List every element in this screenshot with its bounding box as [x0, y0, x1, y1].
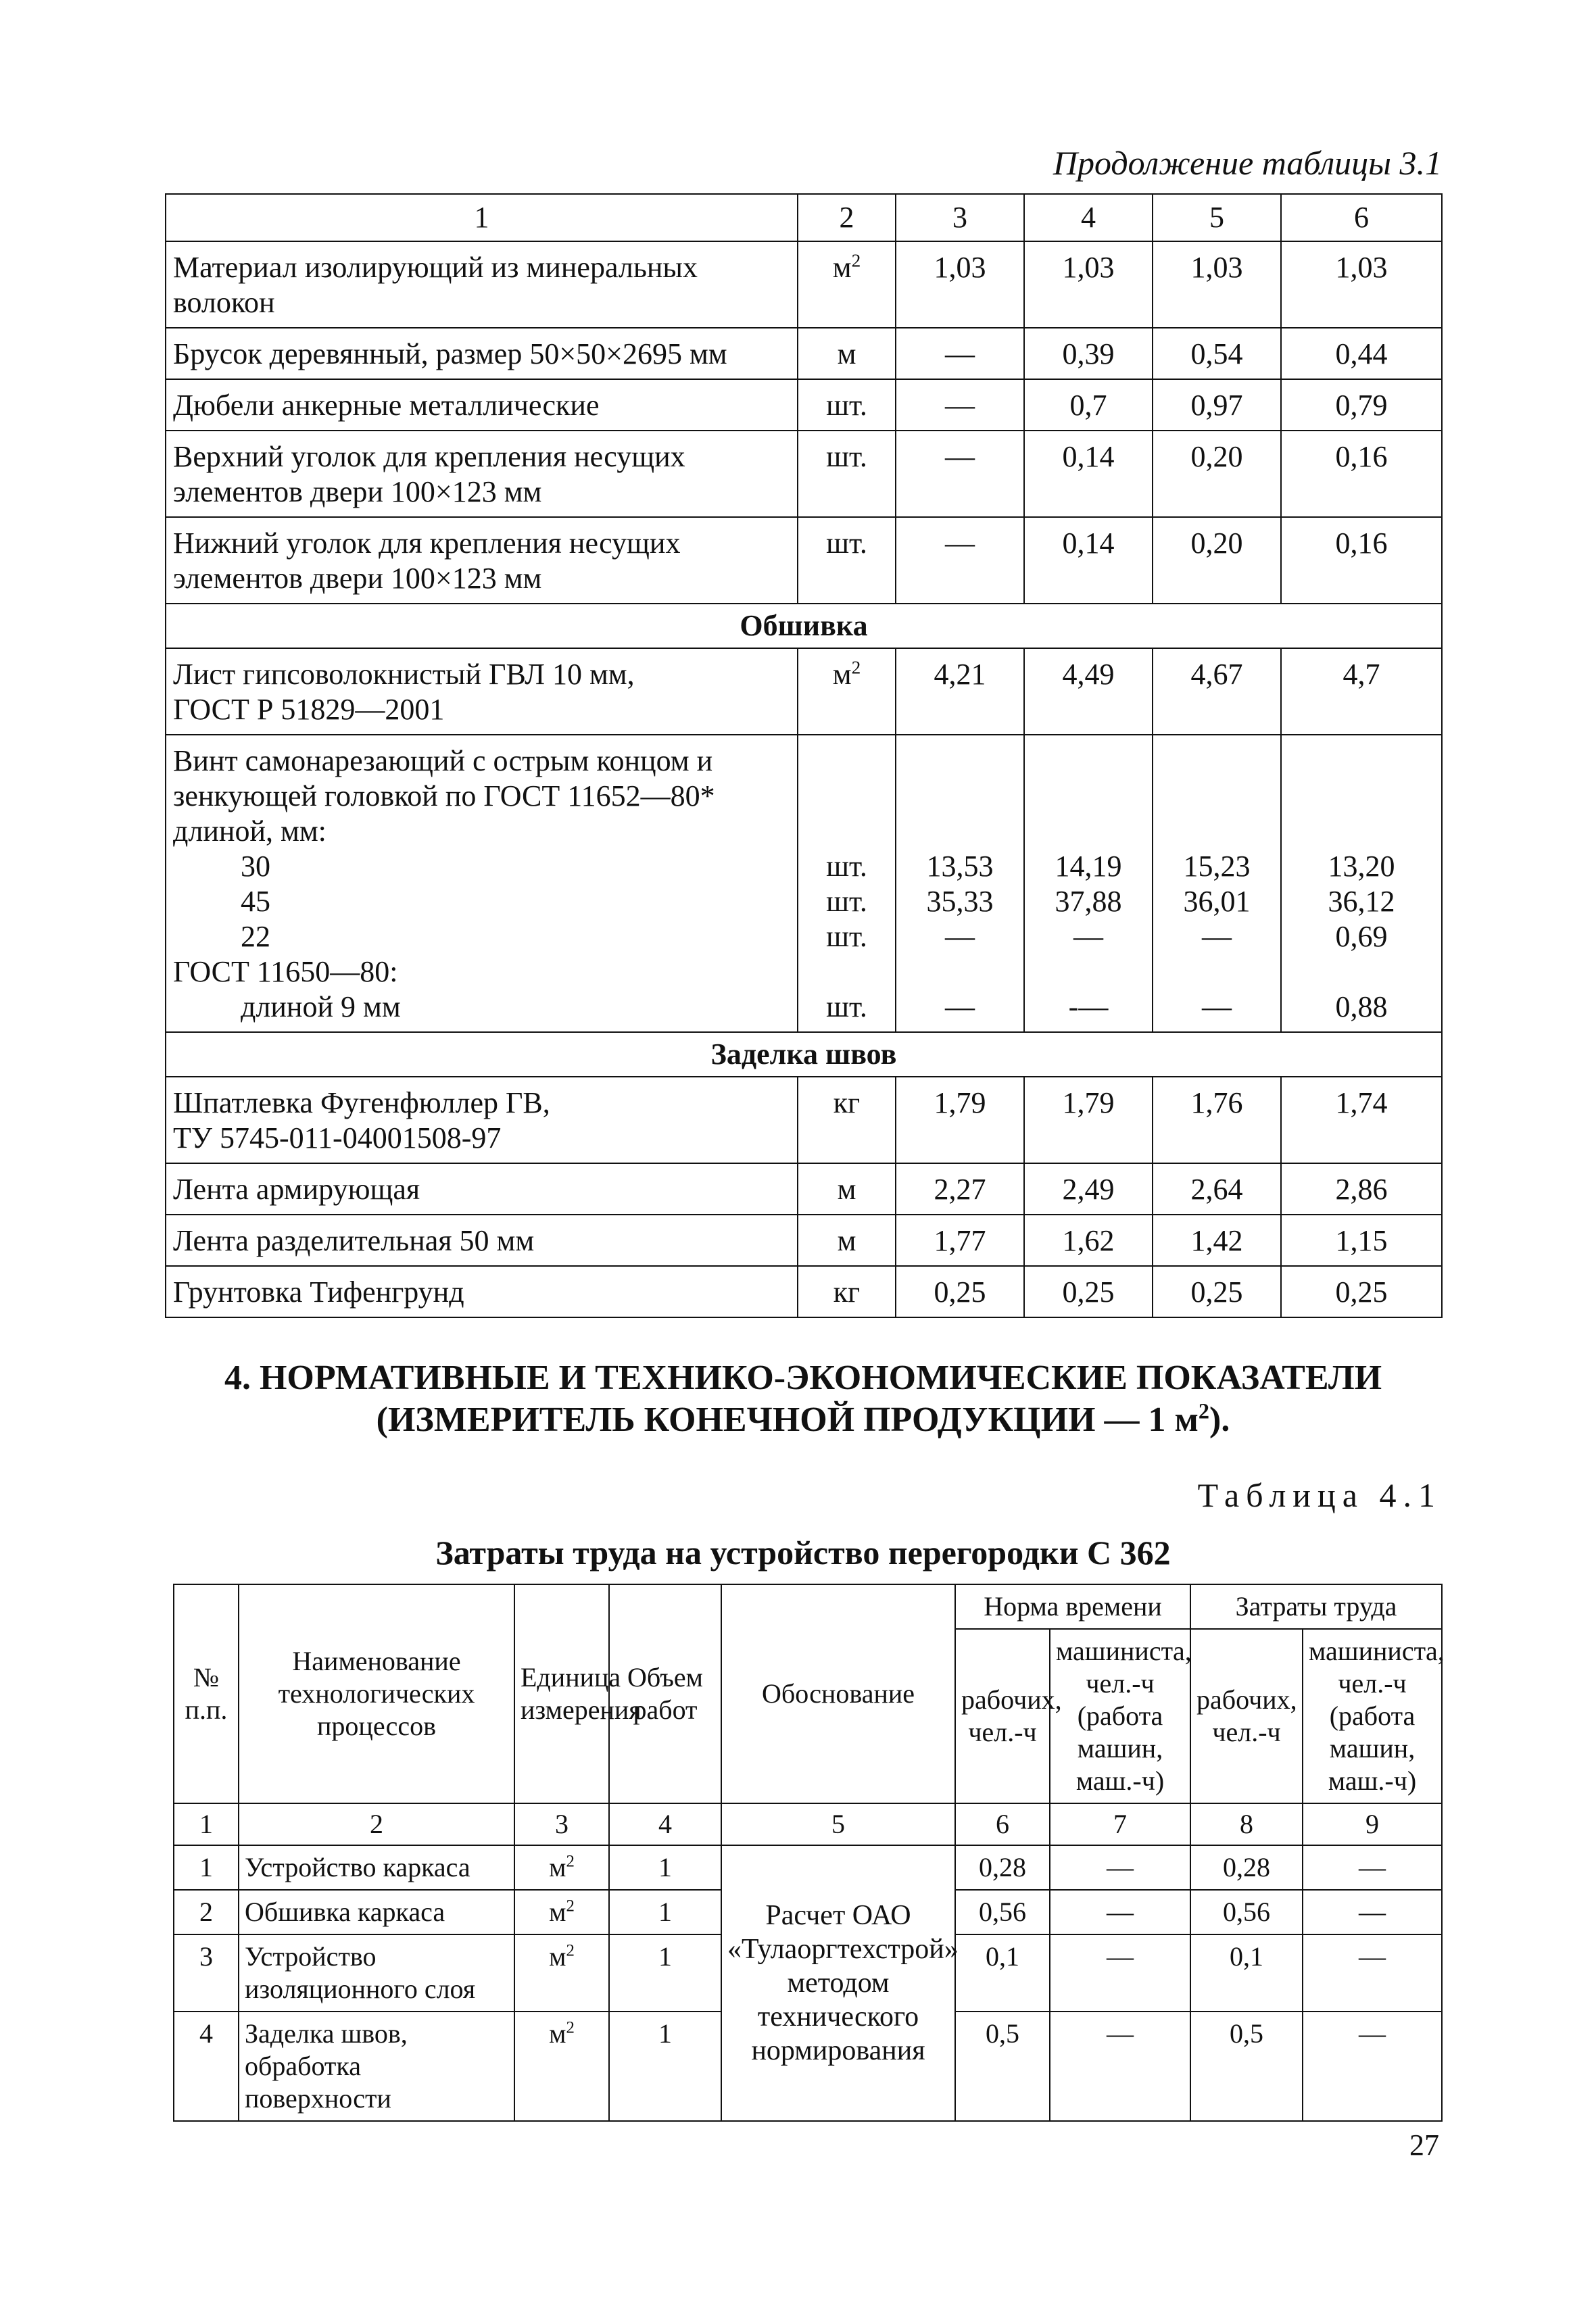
- value-cell: —: [1050, 2012, 1190, 2121]
- value-cell: 0,5: [955, 2012, 1050, 2121]
- value-cell: 0,56: [1190, 1890, 1303, 1934]
- volume-cell: 1: [609, 1845, 721, 1890]
- value-cell: 0,44: [1281, 328, 1442, 379]
- header-cell: 6: [1281, 194, 1442, 241]
- value-cell: —: [896, 379, 1024, 431]
- value-cell: 0,25: [1153, 1266, 1281, 1317]
- value-cell: 0,5: [1190, 2012, 1303, 2121]
- value-cell: 0,25: [896, 1266, 1024, 1317]
- value-cell: —: [1303, 1890, 1442, 1934]
- unit-cell: $м^2$: [798, 241, 896, 328]
- column-number: 6: [955, 1803, 1050, 1845]
- page-number: 27: [1409, 2128, 1439, 2162]
- table-header-row: [166, 194, 1442, 241]
- value-cell: 1,42: [1153, 1215, 1281, 1266]
- value-cell: 1,03: [1153, 241, 1281, 328]
- header-cell: 2: [798, 194, 896, 241]
- row-num: 4: [174, 2012, 239, 2121]
- column-number: 5: [721, 1803, 955, 1845]
- table-row: [166, 1266, 1442, 1317]
- unit-cell: кг: [798, 1077, 896, 1163]
- value-cell: 0,79: [1281, 379, 1442, 431]
- column-number: 8: [1190, 1803, 1303, 1845]
- value-cell: 2,27: [896, 1163, 1024, 1215]
- value-cell: 0,25: [1281, 1266, 1442, 1317]
- value-cell: 0,56: [955, 1890, 1050, 1934]
- material-name: Нижний уголок для крепления несущих элементов двери 100×123 мм: [166, 517, 798, 604]
- process-name: Обшивка каркаса: [239, 1890, 514, 1934]
- value-cell: 0,97: [1153, 379, 1281, 431]
- column-number: 2: [239, 1803, 514, 1845]
- value-cell: 1,03: [1024, 241, 1153, 328]
- value-cell: —: [1303, 1845, 1442, 1890]
- value-cell: 0,1: [955, 1934, 1050, 2012]
- value-cell: 2,49: [1024, 1163, 1153, 1215]
- labor-costs-table: [173, 1584, 1443, 2122]
- column-number: 3: [514, 1803, 609, 1845]
- value-cell: 0,14: [1024, 431, 1153, 517]
- row-num: 2: [174, 1890, 239, 1934]
- table-row: [166, 1163, 1442, 1215]
- unit-cell: $м^2$: [514, 1934, 609, 2012]
- value-cell: 0,14: [1024, 517, 1153, 604]
- header-machinists: машинистa, чел.-ч (работа машин, маш.-ч): [1050, 1629, 1190, 1803]
- value-cell: —: [1303, 2012, 1442, 2121]
- value-cell: 2,86: [1281, 1163, 1442, 1215]
- value-cell: —: [896, 328, 1024, 379]
- material-name: Дюбели анкерные металлические: [166, 379, 798, 431]
- table-row: [166, 328, 1442, 379]
- basis-cell: Расчет ОАО «Тулаоргтехстрой» методом технического нормирования: [721, 1845, 955, 2121]
- section-row: [166, 1032, 1442, 1077]
- value-cell: 4,67: [1153, 648, 1281, 735]
- value-cell: 0,7: [1024, 379, 1153, 431]
- section-row: [166, 604, 1442, 648]
- material-name: Верхний уголок для крепления несущих элементов двери 100×123 мм: [166, 431, 798, 517]
- material-name: Грунтовка Тифенгрунд: [166, 1266, 798, 1317]
- unit-cell: кг: [798, 1266, 896, 1317]
- unit-cell: шт.: [798, 431, 896, 517]
- unit-cell: м: [798, 1163, 896, 1215]
- value-cell: —: [1303, 1934, 1442, 2012]
- value-cell: 0,20: [1153, 517, 1281, 604]
- value-cell: 1,03: [1281, 241, 1442, 328]
- value-cell: —: [1050, 1934, 1190, 2012]
- value-cell: 0,28: [955, 1845, 1050, 1890]
- table-row: [166, 1077, 1442, 1163]
- column-numbers-row: [174, 1803, 1442, 1845]
- value-cell: 0,39: [1024, 328, 1153, 379]
- value-cell: 4,49: [1024, 648, 1153, 735]
- material-name: Лист гипсоволокнистый ГВЛ 10 мм, ГОСТ Р 51829—2001: [166, 648, 798, 735]
- unit-cell: шт.: [798, 379, 896, 431]
- value-cell: 2,64: [1153, 1163, 1281, 1215]
- material-name: Материал изолирующий из минеральных волокон: [166, 241, 798, 328]
- value-cell: 4,7: [1281, 648, 1442, 735]
- unit-cell: м: [798, 328, 896, 379]
- table-row: [166, 1215, 1442, 1266]
- volume-cell: 1: [609, 1934, 721, 2012]
- row-num: 3: [174, 1934, 239, 2012]
- materials-table: [165, 193, 1443, 1318]
- table-row: [166, 735, 1442, 1032]
- value-cell: 0,16: [1281, 431, 1442, 517]
- header-cell: 3: [896, 194, 1024, 241]
- value-cell: —: [1050, 1890, 1190, 1934]
- header-cell: 4: [1024, 194, 1153, 241]
- process-name: Устройство каркаса: [239, 1845, 514, 1890]
- table-row: [166, 241, 1442, 328]
- unit-cell: $м^2$: [514, 1890, 609, 1934]
- value-cell: 13,20 36,12 0,69 0,88: [1281, 735, 1442, 1032]
- unit-cell: $м^2$: [514, 1845, 609, 1890]
- unit-cell: $м^2$: [798, 648, 896, 735]
- material-name: Лента армирующая: [166, 1163, 798, 1215]
- header-name: Наименование технологических процессов: [239, 1584, 514, 1803]
- unit-cell: шт. шт. шт. шт.: [798, 735, 896, 1032]
- value-cell: 13,53 35,33 — —: [896, 735, 1024, 1032]
- header-cell: 5: [1153, 194, 1281, 241]
- value-cell: 1,74: [1281, 1077, 1442, 1163]
- value-cell: 1,79: [1024, 1077, 1153, 1163]
- header-basis: Обоснование: [721, 1584, 955, 1803]
- section-heading: 4. НОРМАТИВНЫЕ И ТЕХНИКО-ЭКОНОМИЧЕСКИЕ ПОКАЗАТЕЛИ (ИЗМЕРИТЕЛЬ КОНЕЧНОЙ ПРОДУКЦИИ — 1 $м^2$).: [224, 1359, 1382, 1439]
- row-num: 1: [174, 1845, 239, 1890]
- value-cell: 0,25: [1024, 1266, 1153, 1317]
- value-cell: 1,79: [896, 1077, 1024, 1163]
- value-cell: 4,21: [896, 648, 1024, 735]
- table-row: [166, 648, 1442, 735]
- column-number: 4: [609, 1803, 721, 1845]
- unit-cell: шт.: [798, 517, 896, 604]
- value-cell: 15,23 36,01 — —: [1153, 735, 1281, 1032]
- header-machinists: машинистa, чел.-ч (работа машин, маш.-ч): [1303, 1629, 1442, 1803]
- value-cell: —: [1050, 1845, 1190, 1890]
- value-cell: 1,03: [896, 241, 1024, 328]
- section-title: Обшивка: [166, 604, 1442, 648]
- material-name: Шпатлевка Фугенфюллер ГВ, ТУ 5745-011-04001508-97: [166, 1077, 798, 1163]
- header-volume: Объем работ: [609, 1584, 721, 1803]
- value-cell: 0,16: [1281, 517, 1442, 604]
- column-number: 9: [1303, 1803, 1442, 1845]
- header-unit: Единица измерения: [514, 1584, 609, 1803]
- value-cell: —: [896, 431, 1024, 517]
- table-title: Затраты труда на устройство перегородки С 362: [435, 1534, 1171, 1571]
- value-cell: 1,62: [1024, 1215, 1153, 1266]
- table-row: [166, 379, 1442, 431]
- value-cell: 1,77: [896, 1215, 1024, 1266]
- table-row: [174, 1845, 1442, 1890]
- material-name: Винт самонарезающий с острым концом и зенкующей головкой по ГОСТ 11652—80* длиной, мм: 30 45 22 ГОСТ 11650—80: длиной 9 мм: [166, 735, 798, 1032]
- unit-cell: $м^2$: [514, 2012, 609, 2121]
- value-cell: 0,1: [1190, 1934, 1303, 2012]
- value-cell: 1,15: [1281, 1215, 1442, 1266]
- continuation-caption: Продолжение таблицы 3.1: [1053, 144, 1442, 182]
- table-label: Таблица 4.1: [1197, 1476, 1442, 1514]
- value-cell: 0,28: [1190, 1845, 1303, 1890]
- header-cost: Затраты труда: [1190, 1584, 1442, 1629]
- section-title: Заделка швов: [166, 1032, 1442, 1077]
- column-number: 1: [174, 1803, 239, 1845]
- process-name: Устройство изоляционного слоя: [239, 1934, 514, 2012]
- value-cell: —: [896, 517, 1024, 604]
- volume-cell: 1: [609, 1890, 721, 1934]
- material-name: Лента разделительная 50 мм: [166, 1215, 798, 1266]
- value-cell: 0,54: [1153, 328, 1281, 379]
- table-header-row: [174, 1584, 1442, 1629]
- header-workers: рабочих, чел.-ч: [955, 1629, 1050, 1803]
- header-cell: 1: [166, 194, 798, 241]
- material-name: Брусок деревянный, размер 50×50×2695 мм: [166, 328, 798, 379]
- unit-cell: м: [798, 1215, 896, 1266]
- header-norm: Норма времени: [955, 1584, 1190, 1629]
- header-num: № п.п.: [174, 1584, 239, 1803]
- table-row: [166, 517, 1442, 604]
- value-cell: 1,76: [1153, 1077, 1281, 1163]
- process-name: Заделка швов, обработка поверхности: [239, 2012, 514, 2121]
- column-number: 7: [1050, 1803, 1190, 1845]
- volume-cell: 1: [609, 2012, 721, 2121]
- header-workers: рабочих, чел.-ч: [1190, 1629, 1303, 1803]
- table-row: [166, 431, 1442, 517]
- value-cell: 0,20: [1153, 431, 1281, 517]
- value-cell: 14,19 37,88 — -—: [1024, 735, 1153, 1032]
